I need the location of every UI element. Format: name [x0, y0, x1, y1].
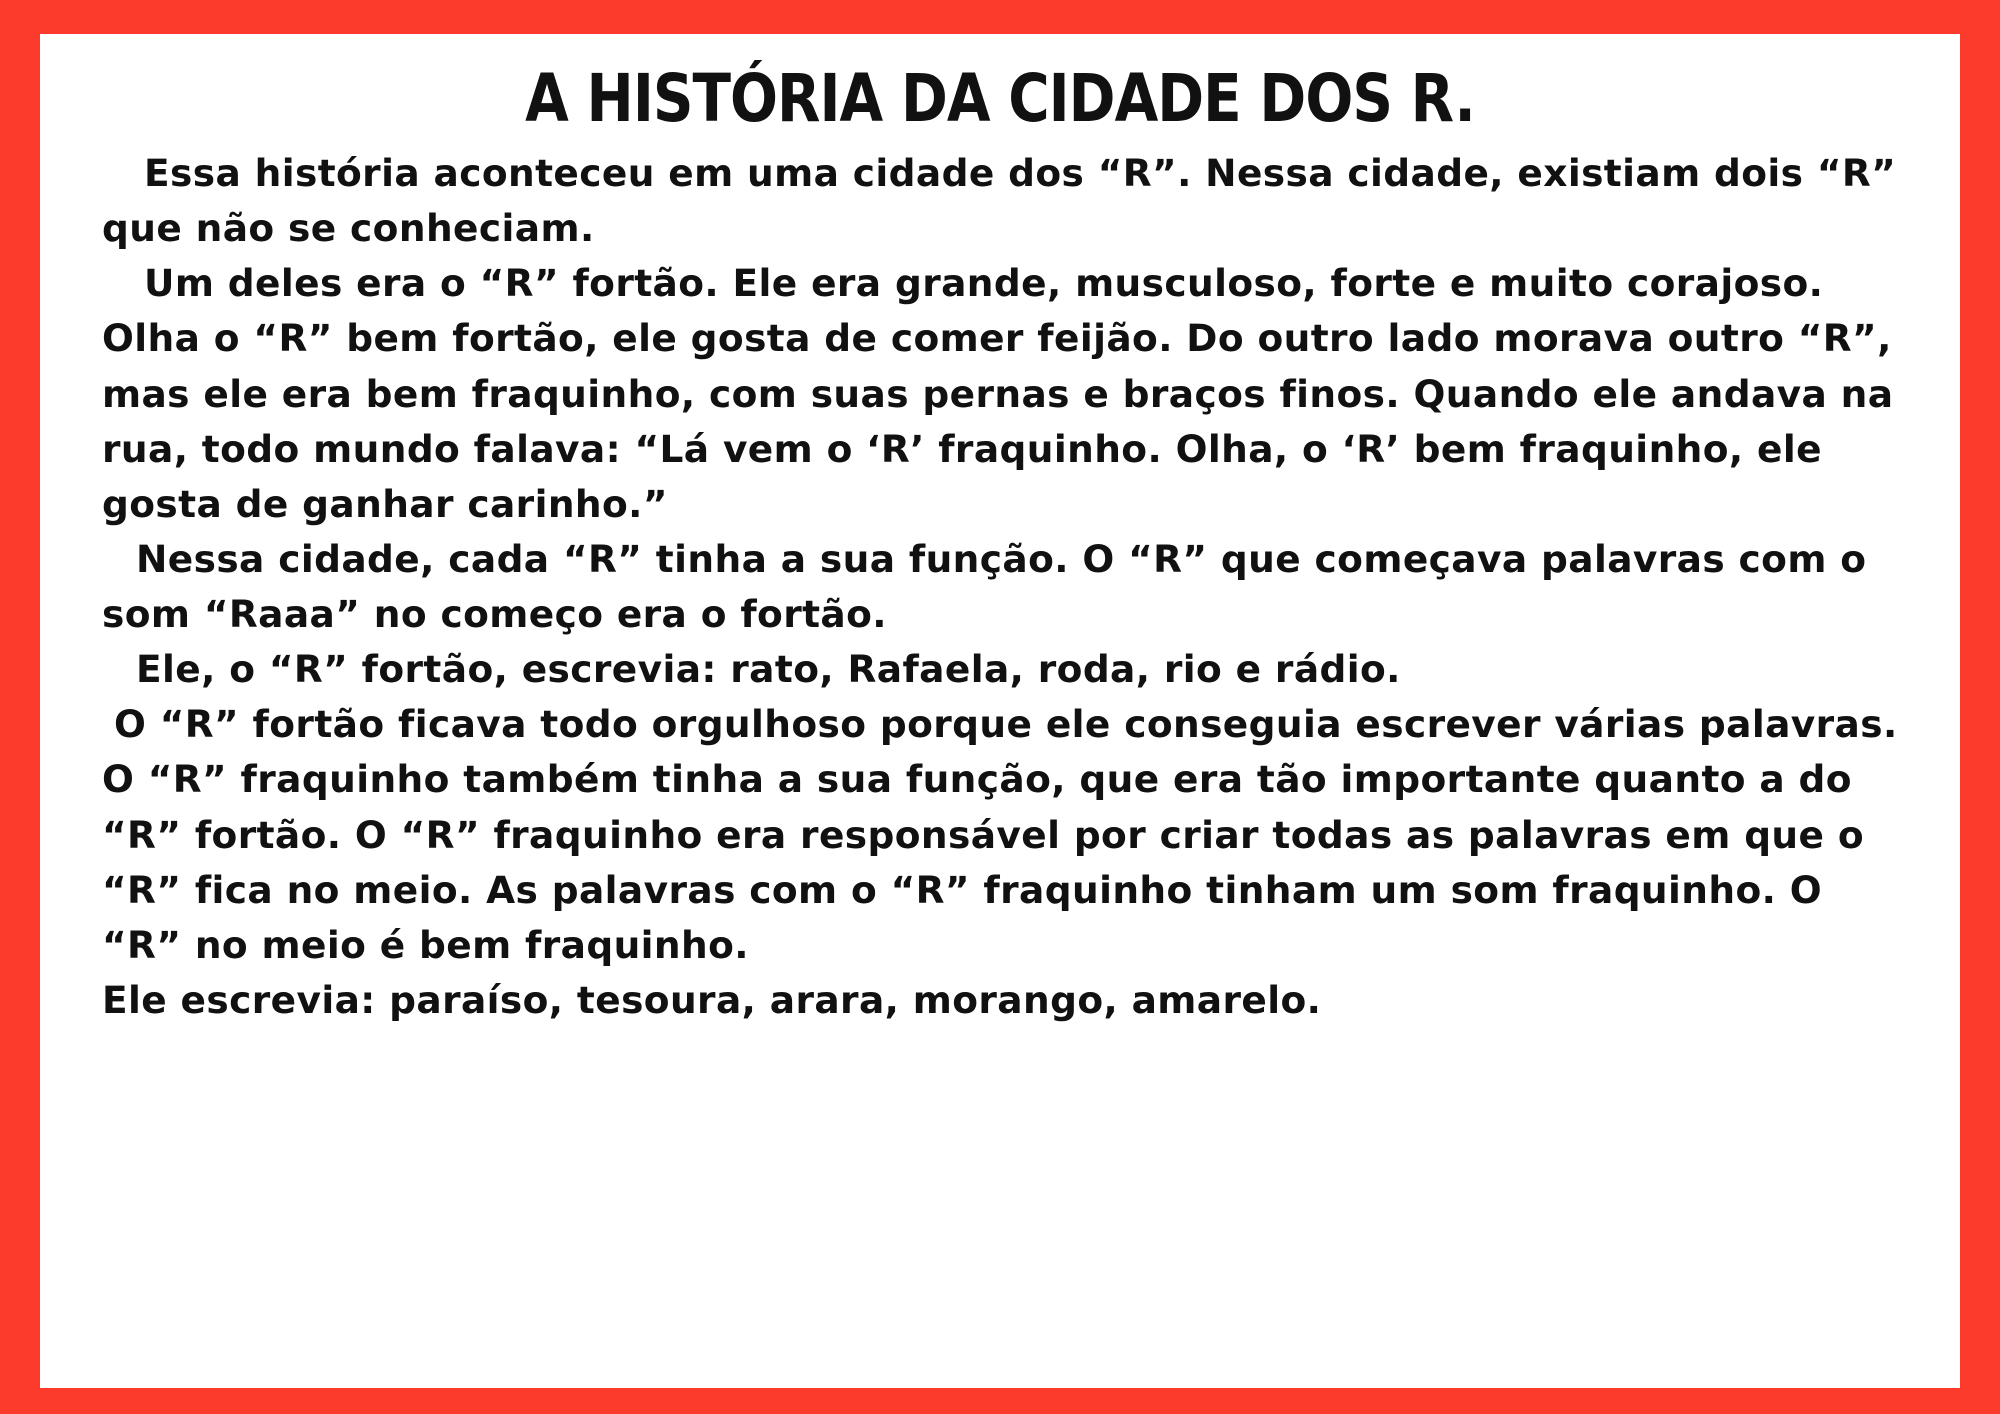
document-sheet	[40, 34, 1960, 1388]
page-title: A HISTÓRIA DA CIDADE DOS R.	[525, 60, 1475, 137]
paragraph-7: Ele escrevia: paraíso, tesoura, arara, morango, amarelo.	[102, 977, 1322, 1022]
paragraph-1: Essa história aconteceu em uma cidade dos “R”. Nessa cidade, existiam dois “R” que não se conheciam.	[102, 151, 1897, 251]
paragraph-2: Um deles era o “R” fortão. Ele era grande, musculoso, forte e muito corajoso. Olha o “R” bem fortão, ele gosta de comer feijão. Do outro lado morava outro “R”, mas ele era bem fraquinho, com suas pernas e braços finos. Quando ele andava na rua, todo mundo falava: “Lá vem o ‘R’ fraquinho. Olha, o ‘R’ bem fraquinho, ele gosta de ganhar carinho.”	[102, 261, 1894, 526]
paragraph-6: O “R” fraquinho também tinha a sua função, que era tão importante quanto a do “R” fortão. O “R” fraquinho era responsável por criar todas as palavras em que o “R” fica no meio. As palavras com o “R” fraquinho tinham um som fraquinho. O “R” no meio é bem fraquinho.	[102, 757, 1864, 967]
paragraph-4: Ele, o “R” fortão, escrevia: rato, Rafaela, roda, rio e rádio.	[136, 647, 1401, 692]
document-body	[102, 146, 1898, 1028]
paragraph-3: Nessa cidade, cada “R” tinha a sua função. O “R” que começava palavras com o som “Raaa” no começo era o fortão.	[102, 536, 1867, 636]
paragraph-5: O “R” fortão ficava todo orgulhoso porque ele conseguia escrever várias palavras.	[114, 702, 1898, 747]
